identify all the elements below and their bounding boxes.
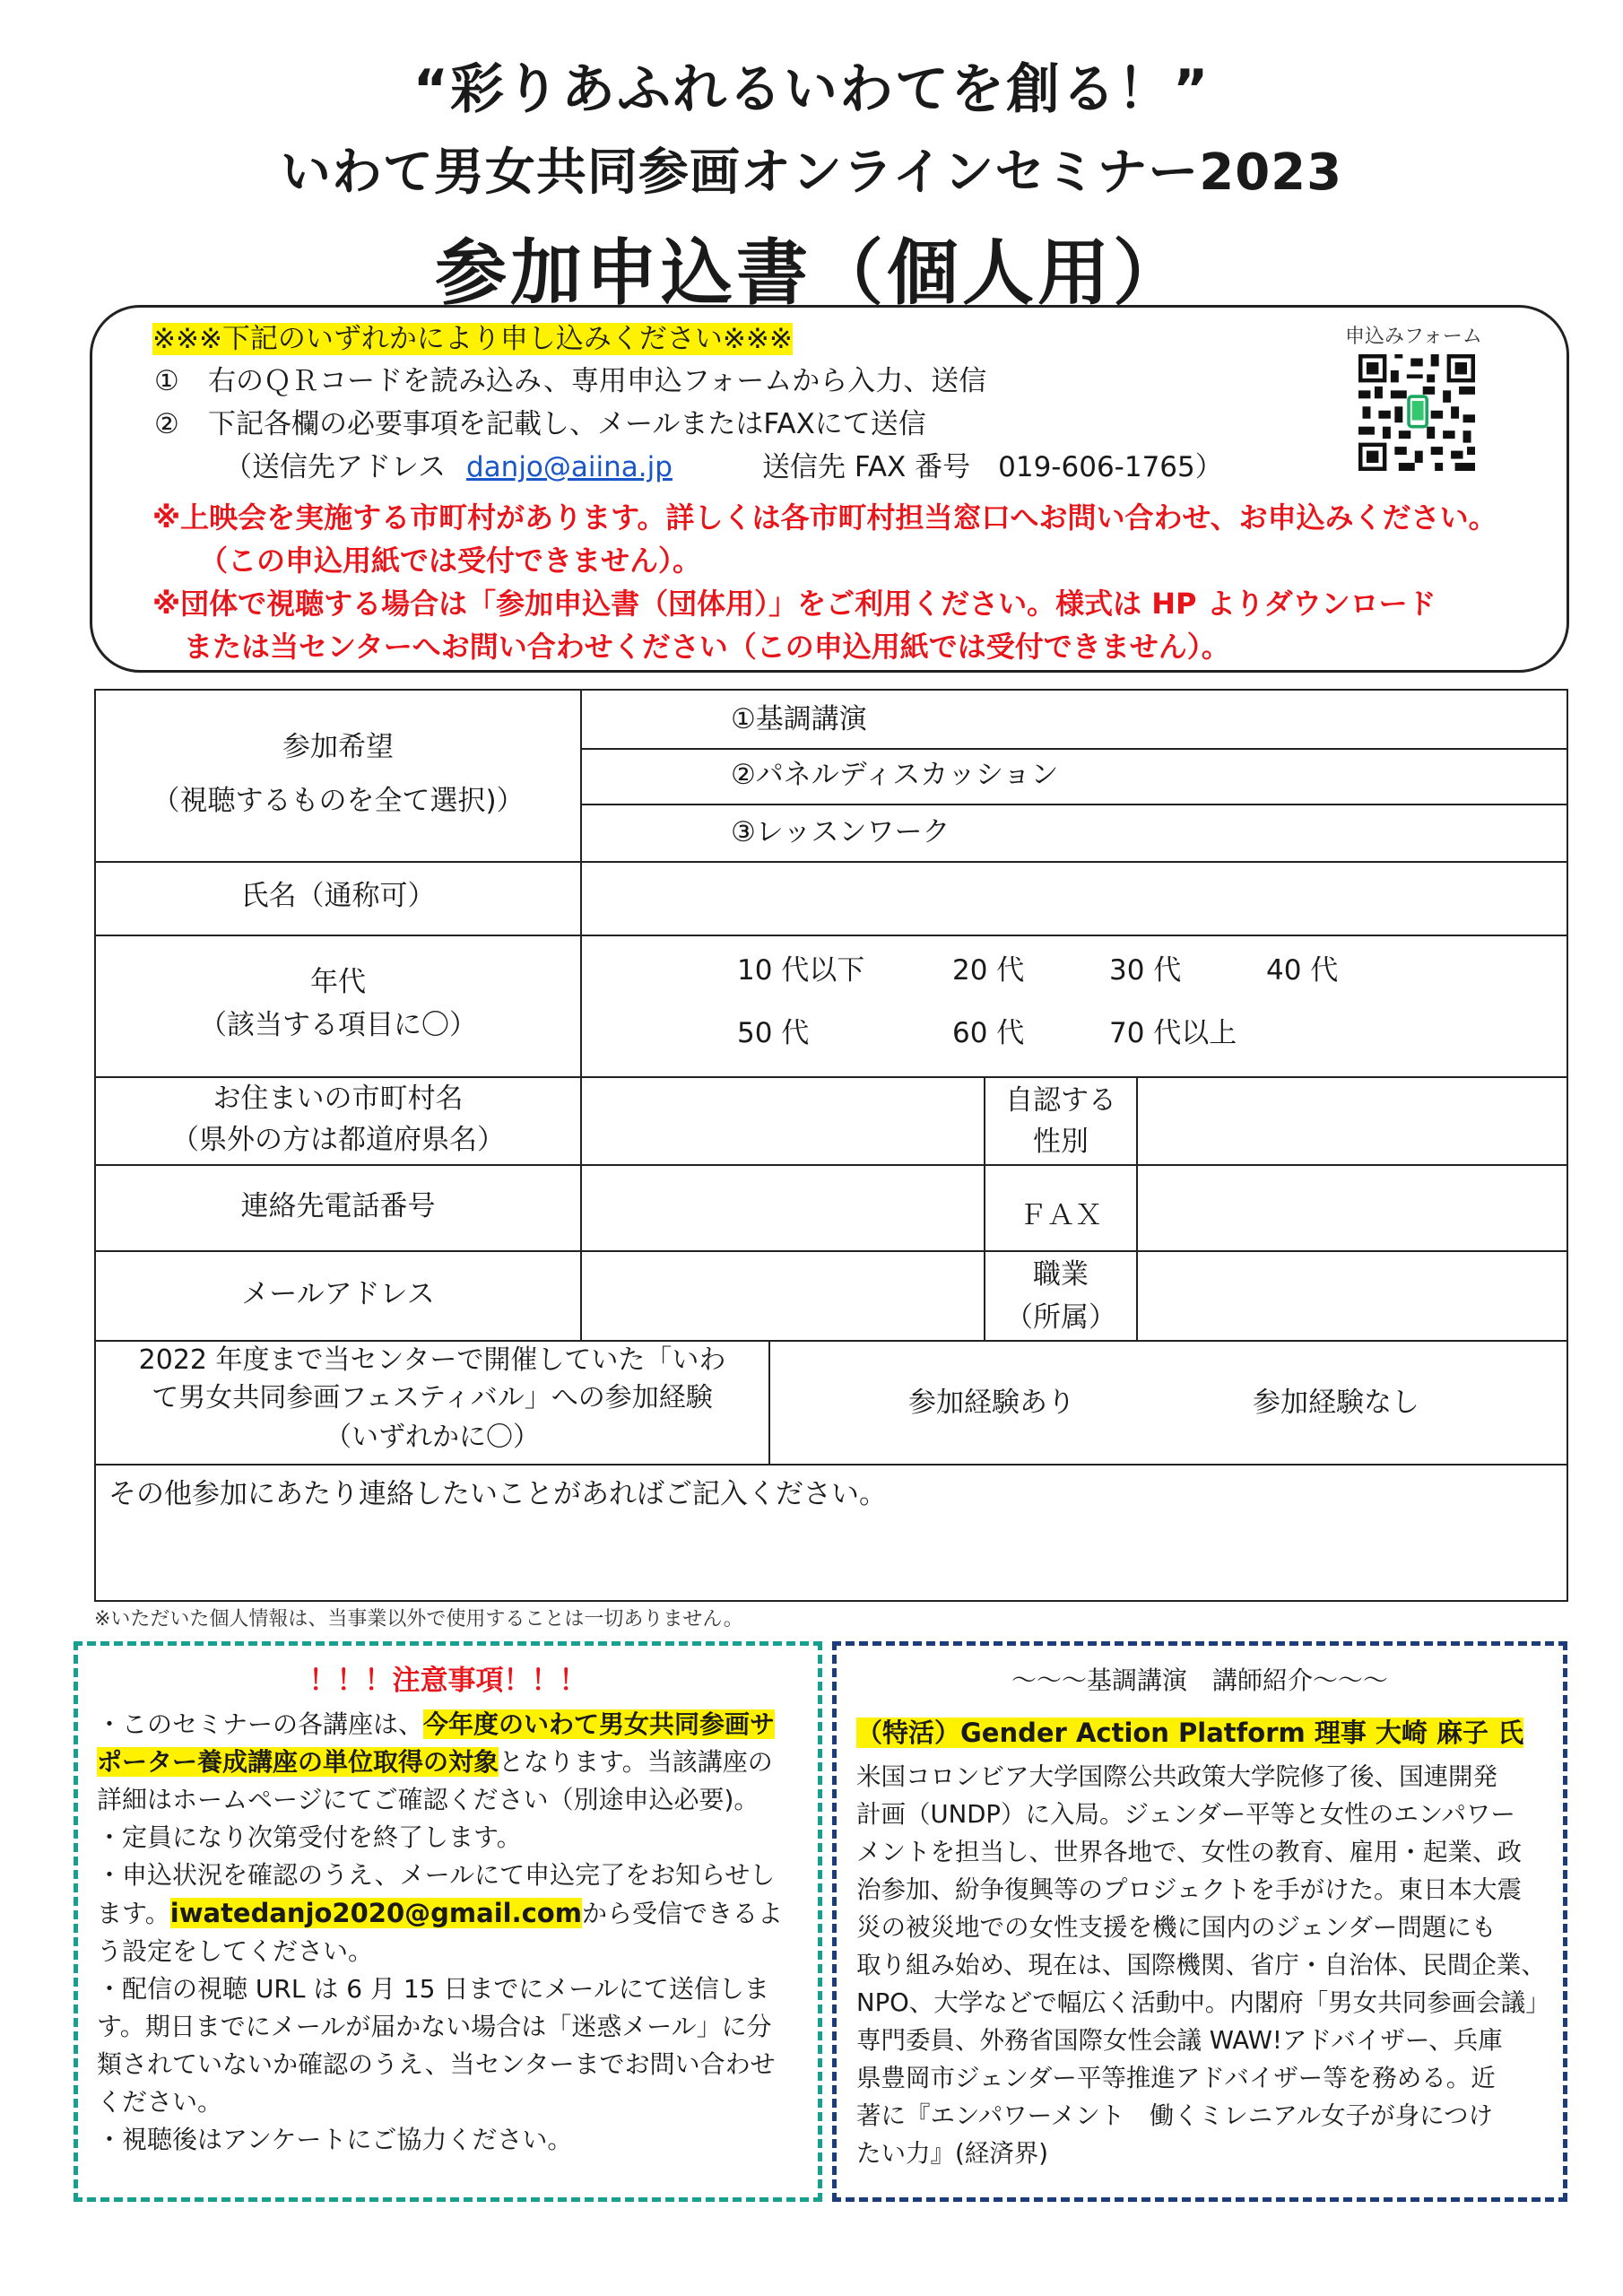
age-option[interactable]: 60 代 <box>952 1017 1025 1049</box>
send-email-link[interactable]: danjo@aiina.jp <box>466 451 673 483</box>
bio-line: 取り組み始め、現在は、国際機関、省庁・自治体、民間企業、 <box>856 1951 1546 1979</box>
bio-line: たい力』(経済界) <box>856 2139 1048 2168</box>
bio-line: 県豊岡市ジェンダー平等推進アドバイザー等を務める。近 <box>856 2064 1496 2092</box>
notice-line: ます。iwatedanjo2020@gmail.comから受信できるよ <box>97 1898 783 1928</box>
age-option[interactable]: 30 代 <box>1109 954 1182 987</box>
other-comments-field[interactable] <box>100 1516 1565 1598</box>
group-notice-2: または当センターへお問い合わせください（この申込用紙では受付できません）。 <box>184 630 1230 664</box>
bio-line: 治参加、紛争復興等のプロジェクトを手がけた。東日本大震 <box>856 1875 1522 1904</box>
experience-no-option[interactable]: 参加経験なし <box>1253 1387 1419 1419</box>
screening-notice-2: （この申込用紙では受付できません）。 <box>199 544 702 578</box>
notice-line: ・視聴後はアンケートにご協力ください。 <box>97 2125 573 2154</box>
age-option[interactable]: 20 代 <box>952 954 1025 987</box>
notice-line: う設定をしてください。 <box>97 1936 374 1966</box>
age-note: （該当する項目に〇） <box>199 1009 477 1041</box>
job-field[interactable] <box>1141 1255 1567 1337</box>
speaker-bio <box>856 1758 1565 2172</box>
option-keynote[interactable]: ①基調講演 <box>731 703 867 735</box>
screening-notice: ※上映会を実施する市町村があります。詳しくは各市町村担当窓口へお問い合わせ、お申込みください。 <box>152 500 1497 535</box>
instruction-1-num: ① <box>154 365 179 397</box>
age-option[interactable]: 70 代以上 <box>1109 1017 1237 1049</box>
bio-line: 米国コロンビア大学国際公共政策大学院修了後、国連開発 <box>856 1762 1497 1791</box>
city-field[interactable] <box>585 1081 979 1161</box>
bio-line: 著に『エンパワーメント 働くミレニアル女子が身につけ <box>856 2101 1494 2130</box>
application-form <box>94 689 1568 1602</box>
gender-label: 自認する <box>1005 1084 1116 1117</box>
bio-line: 専門委員、外務省国際女性会議 WAW!アドバイザー、兵庫 <box>856 2026 1503 2055</box>
notice-line: す。期日までにメールが届かない場合は「迷惑メール」に分 <box>97 2012 772 2041</box>
email-field[interactable] <box>585 1255 979 1337</box>
name-label: 氏名（通称可） <box>240 880 436 912</box>
experience-note: （いずれかに〇） <box>325 1422 540 1453</box>
bio-line: メントを担当し、世界各地で、女性の教育、雇用・起業、政 <box>856 1838 1522 1866</box>
sender-email[interactable]: iwatedanjo2020@gmail.com <box>169 1898 582 1928</box>
experience-label: 2022 年度まで当センターで開催していた「いわ <box>138 1344 726 1376</box>
phone-field[interactable] <box>585 1169 979 1248</box>
email-label: メールアドレス <box>241 1278 435 1310</box>
fax-field[interactable] <box>1141 1169 1567 1248</box>
job-label-2: （所属） <box>1005 1301 1116 1334</box>
option-panel-discussion[interactable]: ②パネルディスカッション <box>731 759 1059 791</box>
age-label: 年代 <box>310 966 366 998</box>
send-address-label: （送信先アドレス <box>224 451 447 483</box>
notice-body <box>97 1706 814 2159</box>
participation-note: （視聴するものを全て選択)） <box>152 785 525 817</box>
speaker-heading: ～～～基調講演 講師紹介～～～ <box>1011 1665 1388 1695</box>
privacy-note: ※いただいた個人情報は、当事業以外で使用することは一切ありません。 <box>94 1608 743 1631</box>
instructions-heading: ※※※下記のいずれかにより申し込みください※※※ <box>152 323 793 355</box>
age-option[interactable]: 50 代 <box>737 1017 810 1049</box>
notice-line: ・定員になり次第受付を終了します。 <box>97 1822 522 1852</box>
notice-line: ・配信の視聴 URL は 6 月 15 日までにメールにて送信しま <box>97 1974 769 2004</box>
notice-line: ・このセミナーの各講座は、今年度のいわて男女共同参画サ <box>97 1709 776 1739</box>
qr-code-icon[interactable] <box>1358 352 1475 474</box>
phone-label: 連絡先電話番号 <box>240 1190 436 1222</box>
credit-highlight: 今年度のいわて男女共同参画サ <box>423 1709 776 1739</box>
event-slogan: “彩りあふれるいわてを創る！” <box>412 58 1211 121</box>
credit-highlight-2: ポーター養成講座の単位取得の対象 <box>97 1747 499 1777</box>
experience-label-2: て男女共同参画フェスティバル」への参加経験 <box>152 1382 713 1413</box>
event-title: いわて男女共同参画オンラインセミナー2023 <box>280 144 1343 202</box>
instruction-1: 右のＱＲコードを読み込み、専用申込フォームから入力、送信 <box>208 365 987 397</box>
city-note: （県外の方は都道府県名） <box>171 1124 505 1156</box>
notice-heading: ！！！注意事項！！！ <box>308 1665 587 1697</box>
send-fax-number: 送信先 FAX 番号 019-606-1765） <box>762 451 1223 483</box>
age-option[interactable]: 10 代以下 <box>737 954 865 987</box>
notice-line: ・申込状況を確認のうえ、メールにて申込完了をお知らせし <box>97 1860 776 1890</box>
bio-line: 災の被災地での女性支援を機に国内のジェンダー問題にも <box>856 1913 1497 1942</box>
city-label: お住まいの市町村名 <box>213 1083 464 1115</box>
bio-line: NPO、大学などで幅広く活動中。内閣府「男女共同参画会議」 <box>856 1988 1550 2017</box>
gender-label-2: 性別 <box>1033 1126 1089 1158</box>
job-label: 職業 <box>1033 1258 1089 1291</box>
experience-yes-option[interactable]: 参加経験あり <box>908 1387 1075 1419</box>
instruction-2: 下記各欄の必要事項を記載し、メールまたはFAXにて送信 <box>208 408 926 440</box>
speaker-name: （特活）Gender Action Platform 理事 大崎 麻子 氏 <box>856 1718 1524 1748</box>
notice-line: ポーター養成講座の単位取得の対象となります。当該講座の <box>97 1747 773 1777</box>
age-option[interactable]: 40 代 <box>1266 954 1339 987</box>
gender-field[interactable] <box>1141 1081 1567 1161</box>
page-title: 参加申込書（個人用） <box>435 231 1188 315</box>
name-field[interactable] <box>585 865 1567 932</box>
qr-label: 申込みフォーム <box>1345 326 1482 348</box>
other-comments-label: その他参加にあたり連絡したいことがあればご記入ください。 <box>108 1478 887 1510</box>
instruction-2-num: ② <box>154 408 179 440</box>
bio-line: 計画（UNDP）に入局。ジェンダー平等と女性のエンパワー <box>856 1800 1515 1829</box>
notice-line: ください。 <box>97 2087 223 2117</box>
option-lesson-work[interactable]: ③レッスンワーク <box>731 816 950 848</box>
notice-line: 類されていないか確認のうえ、当センターまでお問い合わせ <box>97 2049 776 2079</box>
fax-label: ＦＡＸ <box>1019 1199 1103 1231</box>
group-notice: ※団体で視聴する場合は「参加申込書（団体用）」をご利用ください。様式は HP よりダウンロード <box>152 587 1436 621</box>
notice-line: 詳細はホームページにてご確認ください（別途申込必要)。 <box>97 1785 759 1814</box>
participation-label: 参加希望 <box>282 731 394 763</box>
